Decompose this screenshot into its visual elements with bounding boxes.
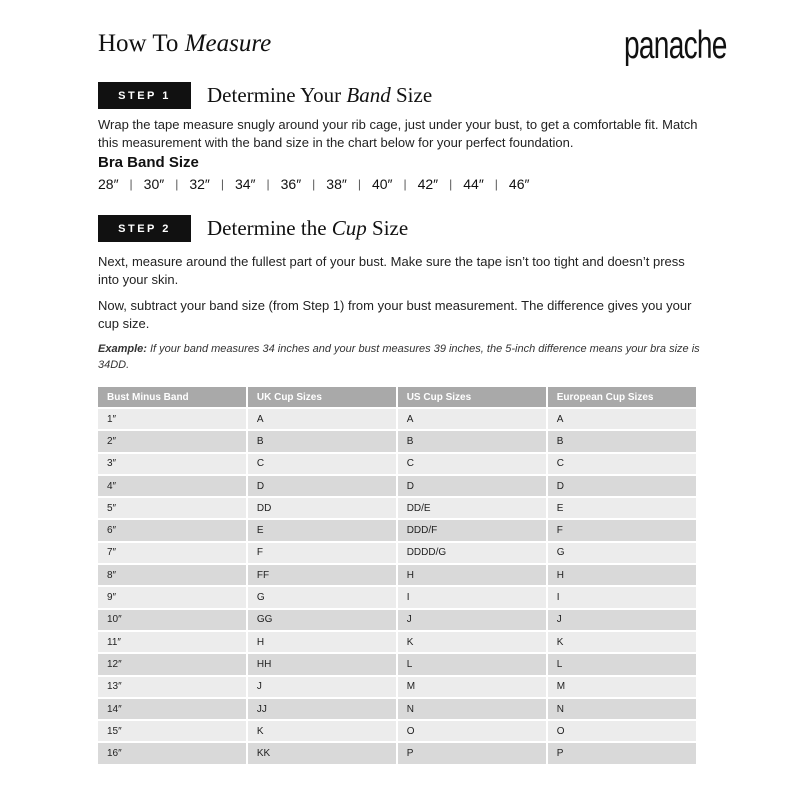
uk-cup-cell: HH: [248, 654, 396, 674]
european-cup-cell: I: [548, 587, 696, 607]
table-row: [98, 520, 696, 540]
table-row: [98, 409, 696, 429]
page-title: [98, 30, 271, 58]
step1-heading: [207, 83, 432, 108]
band-size-item: 30″: [143, 176, 165, 192]
table-row: [98, 587, 696, 607]
european-cup-cell: E: [548, 498, 696, 518]
us-cup-cell: M: [398, 677, 546, 697]
band-size-label: Bra Band Size: [98, 154, 199, 171]
step2-header: [98, 215, 408, 242]
table-row: [98, 677, 696, 697]
band-size-item: 42″: [417, 176, 439, 192]
european-cup-cell: H: [548, 565, 696, 585]
step1-header: [98, 82, 432, 109]
step2-badge: STEP 2: [98, 215, 191, 242]
uk-cup-cell: DD: [248, 498, 396, 518]
step1-heading-pre: Determine Your: [207, 83, 342, 107]
band-size-separator: |: [266, 177, 270, 191]
band-size-separator: |: [494, 177, 498, 191]
example-label: Example:: [98, 343, 147, 355]
band-size-separator: |: [357, 177, 361, 191]
table-row: [98, 476, 696, 496]
uk-cup-cell: F: [248, 543, 396, 563]
band-size-item: 32″: [189, 176, 210, 192]
table-row: [98, 654, 696, 674]
uk-cup-cell: K: [248, 721, 396, 741]
european-cup-cell: L: [548, 654, 696, 674]
uk-cup-cell: C: [248, 454, 396, 474]
uk-cup-cell: GG: [248, 610, 396, 630]
european-cup-cell: G: [548, 543, 696, 563]
band-size-separator: |: [220, 177, 224, 191]
us-cup-cell: P: [398, 743, 546, 763]
band-size-separator: |: [403, 177, 407, 191]
uk-cup-cell: KK: [248, 743, 396, 763]
uk-cup-cell: J: [248, 677, 396, 697]
us-cup-cell: L: [398, 654, 546, 674]
band-size-item: 40″: [371, 176, 393, 192]
band-size-item: 46″: [508, 176, 530, 192]
european-cup-cell: C: [548, 454, 696, 474]
european-cup-cell: B: [548, 431, 696, 451]
bust-minus-band-cell: 12″: [98, 654, 246, 674]
uk-cup-cell: B: [248, 431, 396, 451]
bust-minus-band-cell: 8″: [98, 565, 246, 585]
uk-cup-cell: H: [248, 632, 396, 652]
step1-badge: STEP 1: [98, 82, 191, 109]
table-row: [98, 498, 696, 518]
us-cup-cell: B: [398, 431, 546, 451]
european-cup-cell: A: [548, 409, 696, 429]
title-italic: Measure: [184, 30, 272, 57]
table-row: [98, 632, 696, 652]
header-bust-minus-band: Bust Minus Band: [98, 387, 246, 407]
european-cup-cell: N: [548, 699, 696, 719]
european-cup-cell: M: [548, 677, 696, 697]
table-row: [98, 699, 696, 719]
band-size-separator: |: [175, 177, 179, 191]
step1-heading-post: Size: [395, 83, 433, 107]
bust-minus-band-cell: 11″: [98, 632, 246, 652]
us-cup-cell: D: [398, 476, 546, 496]
bust-minus-band-cell: 5″: [98, 498, 246, 518]
us-cup-cell: H: [398, 565, 546, 585]
band-size-item: 28″: [98, 176, 119, 192]
european-cup-cell: P: [548, 743, 696, 763]
step2-heading: [207, 216, 408, 241]
table-header-row: [98, 387, 696, 407]
header-european-cup-sizes: European Cup Sizes: [548, 387, 696, 407]
band-size-list: [98, 176, 529, 192]
step2-heading-italic: Cup: [331, 216, 367, 240]
bust-minus-band-cell: 9″: [98, 587, 246, 607]
band-size-item: 44″: [463, 176, 484, 192]
header-us-cup-sizes: US Cup Sizes: [398, 387, 546, 407]
uk-cup-cell: A: [248, 409, 396, 429]
band-size-item: 34″: [234, 176, 256, 192]
step2-heading-post: Size: [372, 216, 409, 240]
table-row: [98, 610, 696, 630]
us-cup-cell: I: [398, 587, 546, 607]
bust-minus-band-cell: 1″: [98, 409, 246, 429]
example-note: [98, 341, 708, 373]
us-cup-cell: K: [398, 632, 546, 652]
title-plain: How To: [98, 30, 179, 57]
band-size-item: 38″: [326, 176, 347, 192]
us-cup-cell: C: [398, 454, 546, 474]
brand-logo: panache: [624, 24, 727, 67]
band-size-separator: |: [129, 177, 133, 191]
table-row: [98, 543, 696, 563]
us-cup-cell: DD/E: [398, 498, 546, 518]
table-body: [98, 409, 696, 764]
step2-heading-pre: Determine the: [207, 216, 327, 240]
us-cup-cell: DDDD/G: [398, 543, 546, 563]
step1-paragraph: Wrap the tape measure snugly around your rib cage, just under your bust, to get a comfortable fit. Match this measurement with the band size in the chart below for your perfect foundation.: [98, 117, 698, 150]
uk-cup-cell: E: [248, 520, 396, 540]
us-cup-cell: N: [398, 699, 546, 719]
table-row: [98, 743, 696, 763]
bust-minus-band-cell: 10″: [98, 610, 246, 630]
table-row: [98, 721, 696, 741]
uk-cup-cell: G: [248, 587, 396, 607]
band-size-separator: |: [449, 177, 453, 191]
us-cup-cell: DDD/F: [398, 520, 546, 540]
uk-cup-cell: FF: [248, 565, 396, 585]
european-cup-cell: O: [548, 721, 696, 741]
step2-paragraph-1: Next, measure around the fullest part of your bust. Make sure the tape isn’t too tight and doesn’t press into your skin.: [98, 254, 685, 287]
step2-paragraph-2: Now, subtract your band size (from Step 1) from your bust measurement. The difference gives you your cup size.: [98, 298, 692, 331]
table-row: [98, 565, 696, 585]
bust-minus-band-cell: 3″: [98, 454, 246, 474]
bust-minus-band-cell: 4″: [98, 476, 246, 496]
table-row: [98, 431, 696, 451]
bust-minus-band-cell: 2″: [98, 431, 246, 451]
us-cup-cell: A: [398, 409, 546, 429]
bust-minus-band-cell: 15″: [98, 721, 246, 741]
header-uk-cup-sizes: UK Cup Sizes: [248, 387, 396, 407]
european-cup-cell: F: [548, 520, 696, 540]
bust-minus-band-cell: 7″: [98, 543, 246, 563]
us-cup-cell: J: [398, 610, 546, 630]
uk-cup-cell: JJ: [248, 699, 396, 719]
band-size-item: 36″: [280, 176, 302, 192]
cup-size-table: [96, 385, 698, 766]
bust-minus-band-cell: 6″: [98, 520, 246, 540]
european-cup-cell: J: [548, 610, 696, 630]
step1-heading-italic: Band: [346, 83, 391, 107]
us-cup-cell: O: [398, 721, 546, 741]
bust-minus-band-cell: 13″: [98, 677, 246, 697]
european-cup-cell: D: [548, 476, 696, 496]
bust-minus-band-cell: 16″: [98, 743, 246, 763]
uk-cup-cell: D: [248, 476, 396, 496]
band-size-separator: |: [312, 177, 316, 191]
table-row: [98, 454, 696, 474]
example-text: If your band measures 34 inches and your bust measures 39 inches, the 5-inch difference means your bra size is 34DD.: [98, 343, 700, 371]
bust-minus-band-cell: 14″: [98, 699, 246, 719]
european-cup-cell: K: [548, 632, 696, 652]
